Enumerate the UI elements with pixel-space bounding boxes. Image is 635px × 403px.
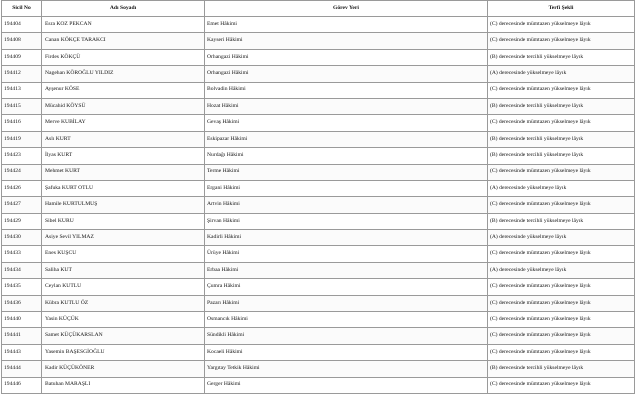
table-row (2, 33, 635, 49)
table-row (2, 98, 635, 114)
terfi-sekli-cell: (C) derecesinde mümtazen yükselmeye lâyık (488, 17, 635, 33)
gorev-yeri-cell: Sündikli Hâkimi (205, 328, 488, 344)
gorev-yeri-cell: Kadirli Hâkimi (205, 230, 488, 246)
table-row (2, 361, 635, 377)
terfi-sekli-cell: (C) derecesinde mümtazen yükselmeye lâyık (488, 246, 635, 262)
sicil-no-cell: 194427 (2, 197, 42, 213)
terfi-sekli-cell: (A) derecesinde yükselmeye lâyık (488, 262, 635, 278)
terfi-sekli-cell: (C) derecesinde mümtazen yükselmeye lâyık (488, 197, 635, 213)
table-row (2, 17, 635, 33)
terfi-sekli-cell: (C) derecesinde mümtazen yükselmeye lâyık (488, 115, 635, 131)
terfi-sekli-cell: (B) derecesinde tercihli yükselmeye lâyık (488, 131, 635, 147)
table-row (2, 213, 635, 229)
table-row (2, 230, 635, 246)
sicil-no-cell: 194424 (2, 164, 42, 180)
header-row (2, 1, 635, 17)
name-cell: Enes KUŞCU (42, 246, 205, 262)
terfi-sekli-cell: (B) derecesinde tercihli yükselmeye lâyık (488, 98, 635, 114)
terfi-sekli-cell: (B) derecesinde tercihli yükselmeye lâyık (488, 213, 635, 229)
sicil-no-cell: 194443 (2, 344, 42, 360)
terfi-sekli-cell: (C) derecesinde mümtazen yükselmeye lâyık (488, 344, 635, 360)
name-cell: Esra KOZ PEKCAN (42, 17, 205, 33)
name-cell: Merve KUBİLAY (42, 115, 205, 131)
gorev-yeri-cell: Artvin Hâkimi (205, 197, 488, 213)
header-adi-soyadi: Adı Soyadı (42, 1, 205, 17)
gorev-yeri-cell: Hozat Hâkimi (205, 98, 488, 114)
sicil-no-cell: 194435 (2, 279, 42, 295)
sicil-no-cell: 194434 (2, 262, 42, 278)
table-row (2, 82, 635, 98)
sicil-no-cell: 194430 (2, 230, 42, 246)
name-cell: Ceylan KUTLU (42, 279, 205, 295)
header-terfi-sekli: Terfi Şekli (488, 1, 635, 17)
table-row (2, 279, 635, 295)
sicil-no-cell: 194423 (2, 148, 42, 164)
sicil-no-cell: 194413 (2, 82, 42, 98)
promotion-table (1, 0, 635, 394)
sicil-no-cell: 194446 (2, 377, 42, 393)
gorev-yeri-cell: Nurdağı Hâkimi (205, 148, 488, 164)
table-row (2, 148, 635, 164)
gorev-yeri-cell: Ürüye Hâkimi (205, 246, 488, 262)
table-row (2, 328, 635, 344)
terfi-sekli-cell: (C) derecesinde mümtazen yükselmeye lâyık (488, 328, 635, 344)
gorev-yeri-cell: Çumra Hâkimi (205, 279, 488, 295)
gorev-yeri-cell: Osmancık Hâkimi (205, 312, 488, 328)
name-cell: Yasin KÜÇÜK (42, 312, 205, 328)
gorev-yeri-cell: Kayseri Hâkimi (205, 33, 488, 49)
gorev-yeri-cell: Pazarı Hâkimi (205, 295, 488, 311)
table-row (2, 49, 635, 65)
gorev-yeri-cell: Yargıtay Tetkik Hâkimi (205, 361, 488, 377)
name-cell: Kadir KÜÇÜKÖNER (42, 361, 205, 377)
terfi-sekli-cell: (C) derecesinde mümtazen yükselmeye lâyık (488, 164, 635, 180)
table-row (2, 180, 635, 196)
name-cell: Mehmet KURT (42, 164, 205, 180)
table-row (2, 164, 635, 180)
name-cell: Şafuka KURT OTLU (42, 180, 205, 196)
terfi-sekli-cell: (B) derecesinde tercihli yükselmeye lâyık (488, 148, 635, 164)
table-row (2, 295, 635, 311)
gorev-yeri-cell: Orhangazi Hâkimi (205, 49, 488, 65)
gorev-yeri-cell: Bolvadin Hâkimi (205, 82, 488, 98)
sicil-no-cell: 194433 (2, 246, 42, 262)
terfi-sekli-cell: (C) derecesinde mümtazen yükselmeye lâyık (488, 295, 635, 311)
name-cell: Batuhan MARAŞLI (42, 377, 205, 393)
name-cell: Asiye Sevil YILMAZ (42, 230, 205, 246)
sicil-no-cell: 194415 (2, 98, 42, 114)
name-cell: İlyas KURT (42, 148, 205, 164)
header-gorev-yeri: Görev Yeri (205, 1, 488, 17)
name-cell: Samet KÜÇÜKARSLAN (42, 328, 205, 344)
gorev-yeri-cell: Orhangazi Hâkimi (205, 66, 488, 82)
sicil-no-cell: 194412 (2, 66, 42, 82)
gorev-yeri-cell: Emet Hâkimi (205, 17, 488, 33)
terfi-sekli-cell: (C) derecesinde mümtazen yükselmeye lâyık (488, 279, 635, 295)
sicil-no-cell: 194426 (2, 180, 42, 196)
name-cell: Nagehan KÖROĞLU YILDIZ (42, 66, 205, 82)
name-cell: Aslı KURT (42, 131, 205, 147)
terfi-sekli-cell: (A) derecesinde yükselmeye lâyık (488, 180, 635, 196)
terfi-sekli-cell: (C) derecesinde mümtazen yükselmeye lâyık (488, 33, 635, 49)
gorev-yeri-cell: Eskipazar Hâkimi (205, 131, 488, 147)
gorev-yeri-cell: Gerger Hâkimi (205, 377, 488, 393)
name-cell: Mücahid KÖYSÜ (42, 98, 205, 114)
table-row (2, 262, 635, 278)
name-cell: Canan KÖKÇE TARAKCI (42, 33, 205, 49)
gorev-yeri-cell: Kocaeli Hâkimi (205, 344, 488, 360)
sicil-no-cell: 194404 (2, 17, 42, 33)
table-row (2, 377, 635, 393)
table-body (2, 17, 635, 394)
sicil-no-cell: 194440 (2, 312, 42, 328)
terfi-sekli-cell: (B) derecesinde tercihli yükselmeye lâyık (488, 49, 635, 65)
terfi-sekli-cell: (C) derecesinde mümtazen yükselmeye lâyık (488, 82, 635, 98)
terfi-sekli-cell: (A) derecesinde yükselmeye lâyık (488, 230, 635, 246)
terfi-sekli-cell: (C) derecesinde mümtazen yükselmeye lâyık (488, 377, 635, 393)
gorev-yeri-cell: Erbaa Hâkimi (205, 262, 488, 278)
gorev-yeri-cell: Şirvan Hâkimi (205, 213, 488, 229)
sicil-no-cell: 194429 (2, 213, 42, 229)
sicil-no-cell: 194416 (2, 115, 42, 131)
table-row (2, 66, 635, 82)
gorev-yeri-cell: Ergani Hâkimi (205, 180, 488, 196)
table-row (2, 131, 635, 147)
sicil-no-cell: 194441 (2, 328, 42, 344)
table-row (2, 197, 635, 213)
table-row (2, 115, 635, 131)
terfi-sekli-cell: (B) derecesinde tercihli yükselmeye lâyık (488, 361, 635, 377)
gorev-yeri-cell: Terme Hâkimi (205, 164, 488, 180)
sicil-no-cell: 194409 (2, 49, 42, 65)
table-row (2, 312, 635, 328)
gorev-yeri-cell: Gevaş Hâkimi (205, 115, 488, 131)
name-cell: Saliha KUT (42, 262, 205, 278)
terfi-sekli-cell: (C) derecesinde mümtazen yükselmeye lâyık (488, 312, 635, 328)
name-cell: Yasemin BAŞESGİOĞLU (42, 344, 205, 360)
name-cell: Kübra KUTLU ÖZ (42, 295, 205, 311)
sicil-no-cell: 194408 (2, 33, 42, 49)
name-cell: Ayşenur KÖSE (42, 82, 205, 98)
name-cell: Firdes KÖKÇÜ (42, 49, 205, 65)
terfi-sekli-cell: (A) derecesinde yükselmeye lâyık (488, 66, 635, 82)
name-cell: Hamile KURTULMUŞ (42, 197, 205, 213)
name-cell: Sibel KURU (42, 213, 205, 229)
sicil-no-cell: 194419 (2, 131, 42, 147)
table-row (2, 344, 635, 360)
sicil-no-cell: 194444 (2, 361, 42, 377)
sicil-no-cell: 194436 (2, 295, 42, 311)
table-row (2, 246, 635, 262)
header-sicil-no: Sicil No (2, 1, 42, 17)
